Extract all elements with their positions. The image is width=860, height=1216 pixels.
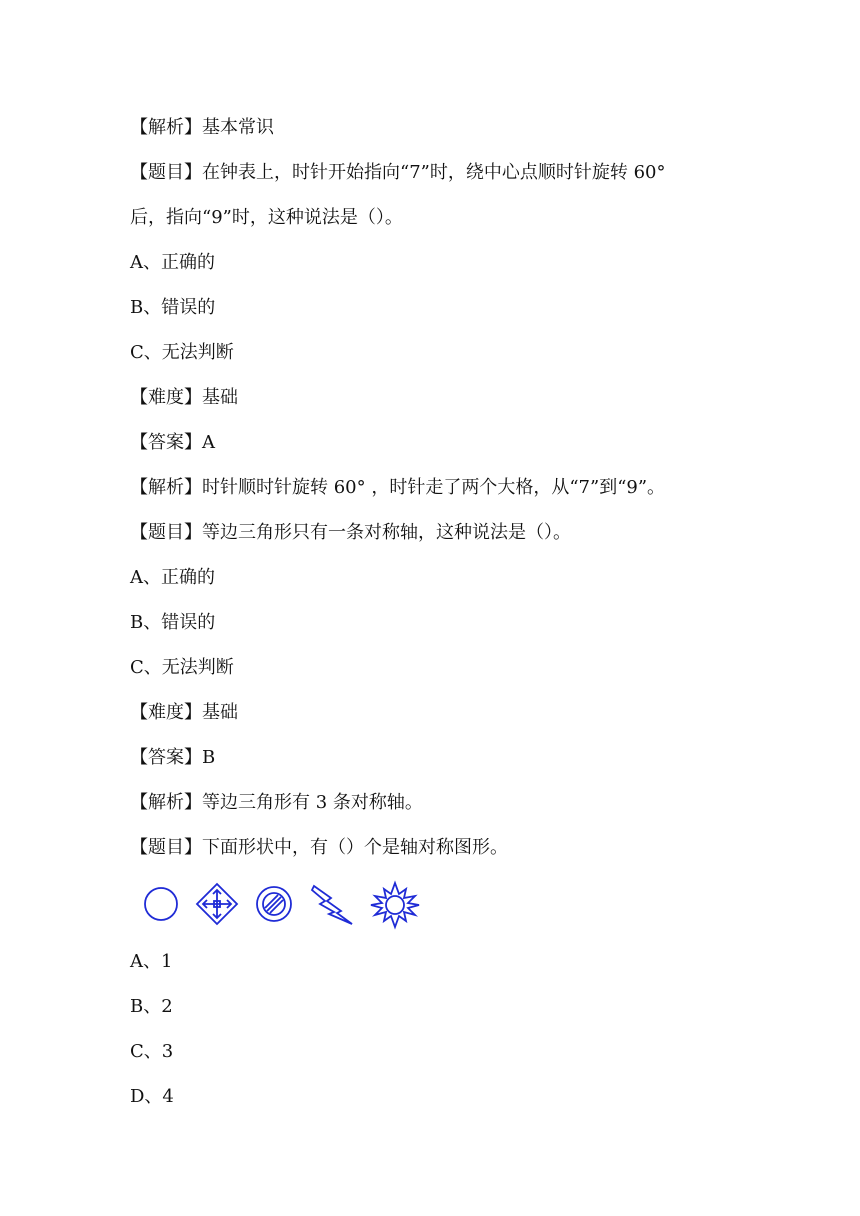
text-line: 【答案】A xyxy=(130,432,215,453)
text-line: 【答案】B xyxy=(130,747,216,768)
text-line: 【难度】基础 xyxy=(130,702,238,723)
text-line: 后，指向“9”时，这种说法是（）。 xyxy=(130,207,403,228)
lightning-bolt-icon xyxy=(312,886,352,924)
text-line: 【题目】等边三角形只有一条对称轴，这种说法是（）。 xyxy=(130,522,571,543)
text-line: C、无法判断 xyxy=(130,657,234,678)
text-line: B、2 xyxy=(130,996,173,1017)
text-line: A、正确的 xyxy=(130,252,215,273)
text-line: 【题目】下面形状中，有（）个是轴对称图形。 xyxy=(130,837,508,858)
text-line: 【解析】等边三角形有 3 条对称轴。 xyxy=(130,792,423,813)
text-line: B、错误的 xyxy=(130,297,216,318)
text-line: 【解析】基本常识 xyxy=(130,117,274,138)
text-line: 【题目】在钟表上，时针开始指向“7”时，绕中心点顺时针旋转 60° xyxy=(130,162,666,183)
text-line: B、错误的 xyxy=(130,612,216,633)
text-line: C、3 xyxy=(130,1041,174,1062)
four-arrows-diamond-icon xyxy=(197,884,237,924)
no-entry-icon xyxy=(257,887,291,921)
sun-icon xyxy=(371,883,419,927)
text-line: 【难度】基础 xyxy=(130,387,238,408)
text-line: 【解析】时针顺时针旋转 60° ，时针走了两个大格，从“7”到“9”。 xyxy=(130,477,666,498)
circle-icon xyxy=(145,888,177,920)
text-line: A、1 xyxy=(130,951,173,972)
text-line: C、无法判断 xyxy=(130,342,234,363)
text-line: A、正确的 xyxy=(130,567,215,588)
text-line: D、4 xyxy=(130,1086,174,1107)
symmetry-shapes-figure xyxy=(136,880,436,932)
